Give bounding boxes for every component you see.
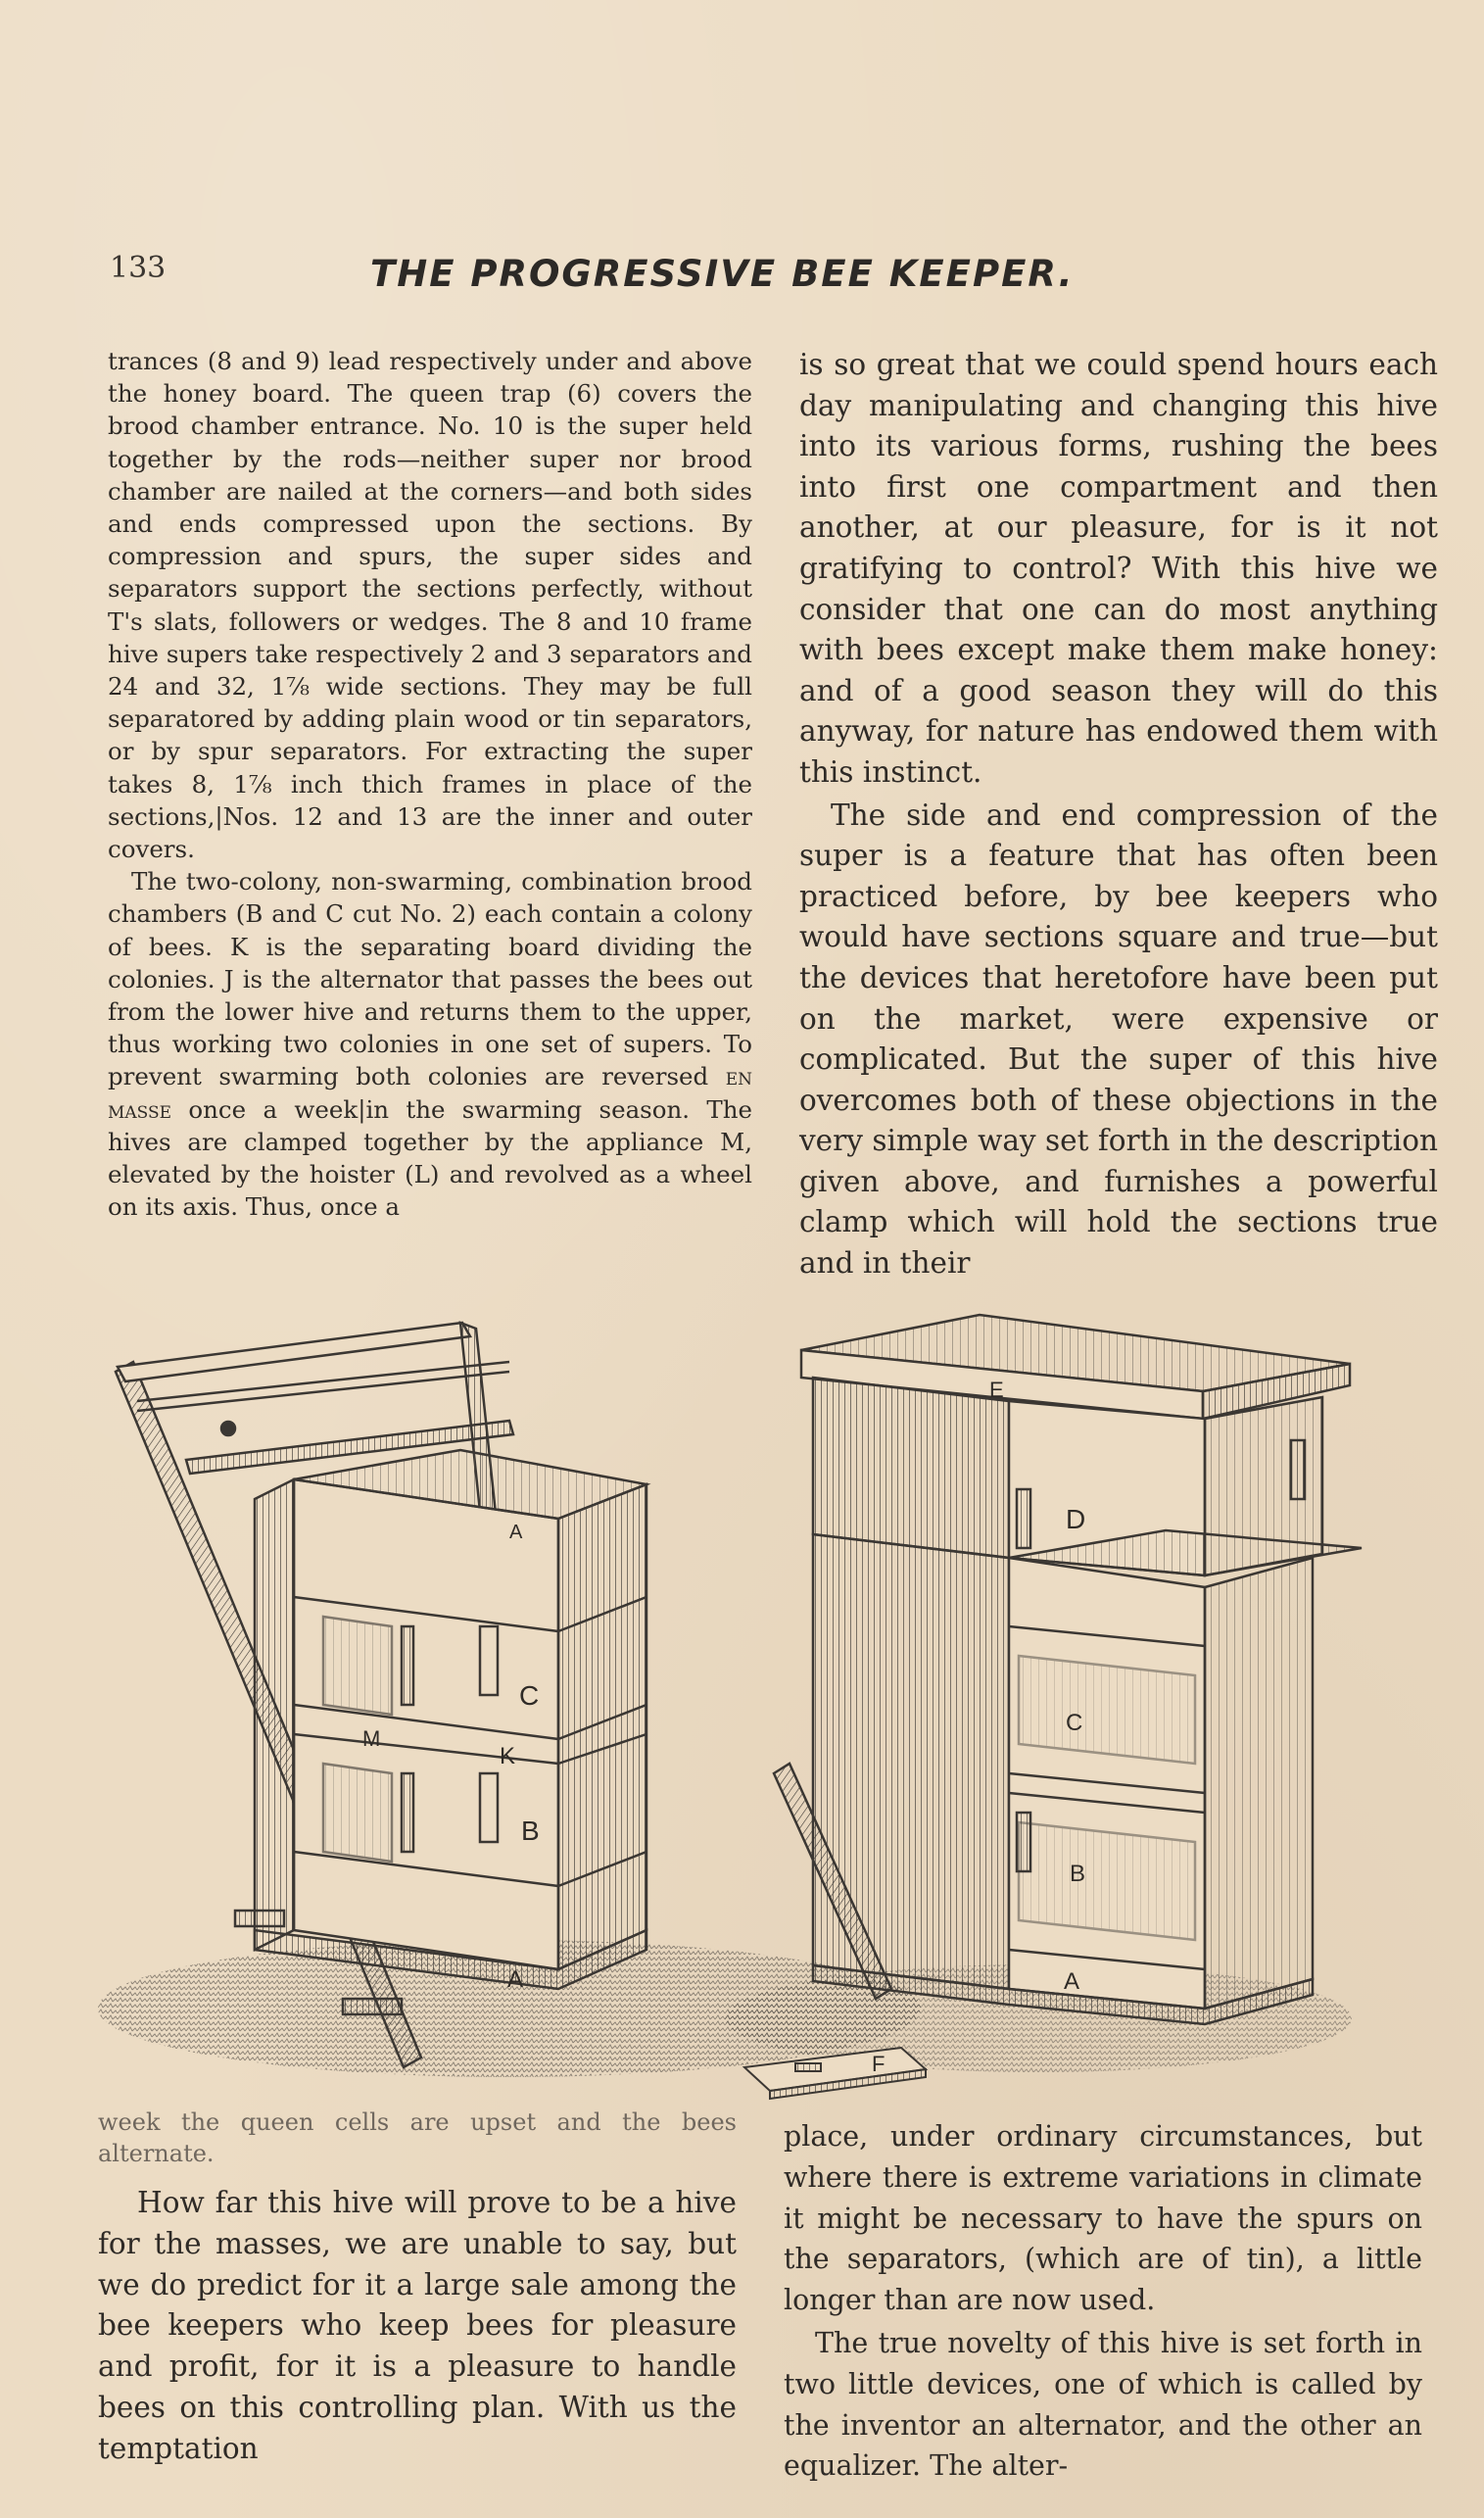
paragraph-text: once a week|in the swarming season. The hives are clamped together by the appliance M, elevated by the hoister (L) and revolved as a wheel on its axis. Thus, once a	[108, 1094, 752, 1222]
figure-label-a-right-base: A	[1064, 1968, 1080, 1995]
right-column-top	[799, 345, 1438, 1284]
continued-caption-text: week the queen cells are upset and the bees alternate.	[98, 2108, 737, 2167]
paragraph: How far this hive will prove to be a hive for the masses, we are unable to say, but we do predict for it a large sale among the bee keepers who keep bees for pleasure and profit, for it is a pleasure to handle bees on this controlling plan. With us the temptation	[98, 2186, 737, 2465]
paragraph	[108, 865, 752, 1223]
left-hive	[116, 1323, 646, 2067]
figure-label-e: E	[989, 1378, 1004, 1402]
small-caps-text: en masse	[108, 1062, 752, 1124]
left-column-bottom	[98, 2106, 737, 2470]
paragraph-text: The two-colony, non-swarming, combination brood chambers (B and C cut No. 2) each contain a colony of bees. K is the separating board dividing the colonies. J is the alternator that passes the bees out from the lower hive and returns them to the upper, thus working two colonies in one set of supers. To prevent swarming both colonies are reversed	[108, 867, 752, 1091]
figure-label-d: D	[1066, 1504, 1086, 1534]
page-number: 133	[110, 251, 167, 285]
left-column-top	[108, 345, 752, 1223]
figure-label-c-right: C	[1066, 1710, 1083, 1736]
figure-label-f: F	[872, 2052, 886, 2076]
beehive-illustration	[98, 1303, 1430, 2106]
paragraph: is so great that we could spend hours each day manipulating and changing this hive into its various forms, rushing the bees into first one compartment and then another, at our pleasure, for is it not gratifying to control? With this hive we consider that one can do most anything with bees except make them make honey: and of a good season they will do this anyway, for nature has endowed them with this instinct.	[799, 348, 1438, 789]
figure-label-b-left: B	[521, 1816, 540, 1846]
figure-label-a-top: A	[509, 1522, 523, 1543]
paragraph: The side and end compression of the super is a feature that has often been practiced before, by bee keepers who would have sections square and true—but the devices that heretofore have been put on the market, were expensive or complicated. But the super of this hive overcomes both of these objections in the very simple way set forth in the description given above, and furnishes a powerful clamp which will hold the sections true and in their	[799, 798, 1438, 1281]
paragraph: trances (8 and 9) lead respectively under and above the honey board. The queen trap (6) covers the brood chamber entrance. No. 10 is the super held together by the rods—neither super nor brood chamber are nailed at the corners—and both sides and ends compressed upon the sections. By compression and spurs, the super sides and separators support the sections perfectly, without T's slats, followers or wedges. The 8 and 10 frame hive supers take respectively 2 and 3 separators and 24 and 32, 1⅞ wide sections. They may be full separatored by adding plain wood or tin separators, or by spur separators. For extracting the super takes 8, 1⅞ inch thich frames in place of the sections,|Nos. 12 and 13 are the inner and outer covers.	[108, 347, 752, 864]
paragraph: place, under ordinary circumstances, but where there is extreme variations in climate it might be necessary to have the spurs on the separators, (which are of tin), a little longer than are now used.	[784, 2120, 1422, 2317]
figure-label-k: K	[500, 1743, 516, 1769]
right-hive	[774, 1315, 1362, 2024]
running-title: THE PROGRESSIVE BEE KEEPER.	[370, 253, 1075, 295]
paragraph: The true novelty of this hive is set forth in two little devices, one of which is called by the inventor an alternator, and the other an equalizer. The alter-	[784, 2326, 1422, 2483]
figure-label-m: M	[362, 1726, 381, 1751]
figure-label-b-right: B	[1070, 1861, 1086, 1887]
figure-label-c-left: C	[519, 1680, 540, 1711]
figure-label-a-left-base: A	[507, 1966, 524, 1993]
right-column-bottom	[784, 2116, 1422, 2487]
